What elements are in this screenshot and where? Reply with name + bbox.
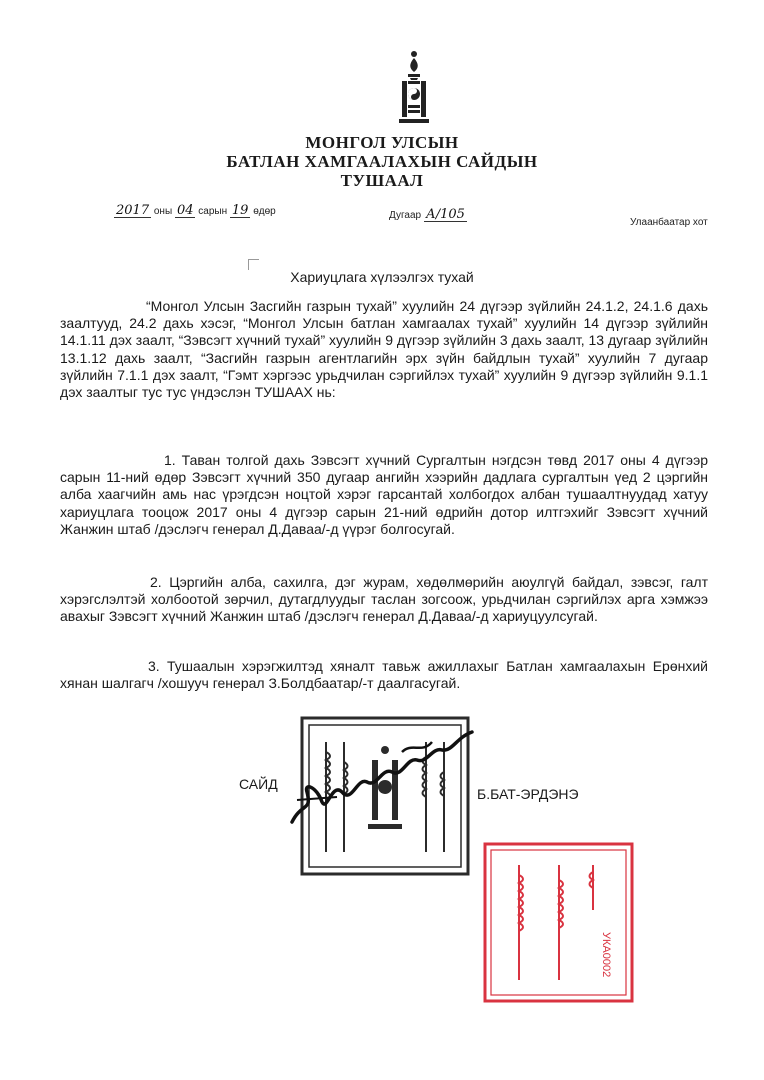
order-item-1: 1. Таван толгой дахь Зэвсэгт хүчний Сургалтын нэгдсэн төвд 2017 оны 4 дүгээр сарын 11-ний өдөр Зэвсэгт хүчний 350 дугаар ангийн хээрийн дадлага сургалтын үед 2 цэргийн алба хаагчийн амь нас үрэгдсэн ноцтой хэрэг гарсантай холбогдох албан тушаалтнуудад хатуу хариуцлага тооцож 2017 оны 4 дүгээр сарын 21-ний өдрийн дотор илтгэхийг Зэвсэгт хүчний Жанжин штаб /дэслэгч генерал Д.Даваа/-д үүрэг болгосугай. [60, 452, 708, 537]
number-label: Дугаар [389, 210, 422, 221]
document-date [114, 204, 276, 218]
preamble-paragraph: “Монгол Улсын Засгийн газрын тухай” хуулийн 24 дүгээр зүйлийн 24.1.2, 24.1.6 дахь заалтууд, 24.2 дахь хэсэг, “Монгол Улсын батлан хамгаалах тухай” хуулийн 14 дүгээр зүйлийн 14.1.11 дэх заалт, “Зэвсэгт хүчний тухай” хуулийн 9 дүгээр зүйлийн 3 дахь заалт, 13 дугаар зүйлийн 13.1.12 дахь заалт, “Засгийн газрын агентлагийн эрх зүйн байдлын тухай” хуулийн 7 дугаар зүйлийн 7.1.1 дэх заалт, “Гэмт хэргээс урьдчилан сэргийлэх тухай” хуулийн 9 дүгээр зүйлийн 9.1.1 дэх заалтыг тус тус үндэслэн ТУШААХ нь: [60, 298, 708, 401]
date-month: 04 [176, 203, 194, 218]
document-number [389, 208, 467, 222]
city: Улаанбаатар хот [630, 217, 708, 228]
date-year: 2017 [116, 203, 150, 218]
signatory-title: САЙД [239, 776, 278, 792]
registration-stamp [481, 840, 636, 1005]
date-day: 19 [231, 203, 249, 218]
org-name-line2: БАТЛАН ХАМГААЛАХЫН САЙДЫН [226, 152, 538, 171]
signatory-name: Б.БАТ-ЭРДЭНЭ [477, 786, 579, 802]
order-item-3: 3. Тушаалын хэрэгжилтэд хяналт тавьж ажиллахыг Батлан хамгаалахын Ерөнхий хянан шалгагч /хошууч генерал З.Болдбаатар/-т даалгасугай. [60, 658, 708, 692]
order-item-2: 2. Цэргийн алба, сахилга, дэг журам, хөдөлмөрийн аюулгүй байдал, зэвсэг, галт хэрэгслэлтэй холбоотой зөрчил, дутагдлуудыг таслан зогсоож, урьдчилан сэргийлэх арга хэмжээ авахыг Зэвсэгт хүчний Жанжин штаб /дэслэгч генерал Д.Даваа/-д хариуцуулсугай. [60, 574, 708, 625]
date-day-suffix: өдөр [253, 206, 276, 217]
org-name-line1: МОНГОЛ УЛСЫН [305, 133, 459, 152]
date-month-suffix: сарын [198, 206, 228, 217]
number-value: А/105 [425, 207, 465, 222]
date-year-suffix: оны [153, 206, 173, 217]
stamp-number: УКА0002 [600, 932, 612, 978]
document-subject: Хариуцлага хүлээлгэх тухай [290, 269, 474, 285]
state-emblem [389, 50, 439, 126]
document-type: ТУШААЛ [340, 171, 424, 190]
handwritten-signature [282, 712, 482, 842]
